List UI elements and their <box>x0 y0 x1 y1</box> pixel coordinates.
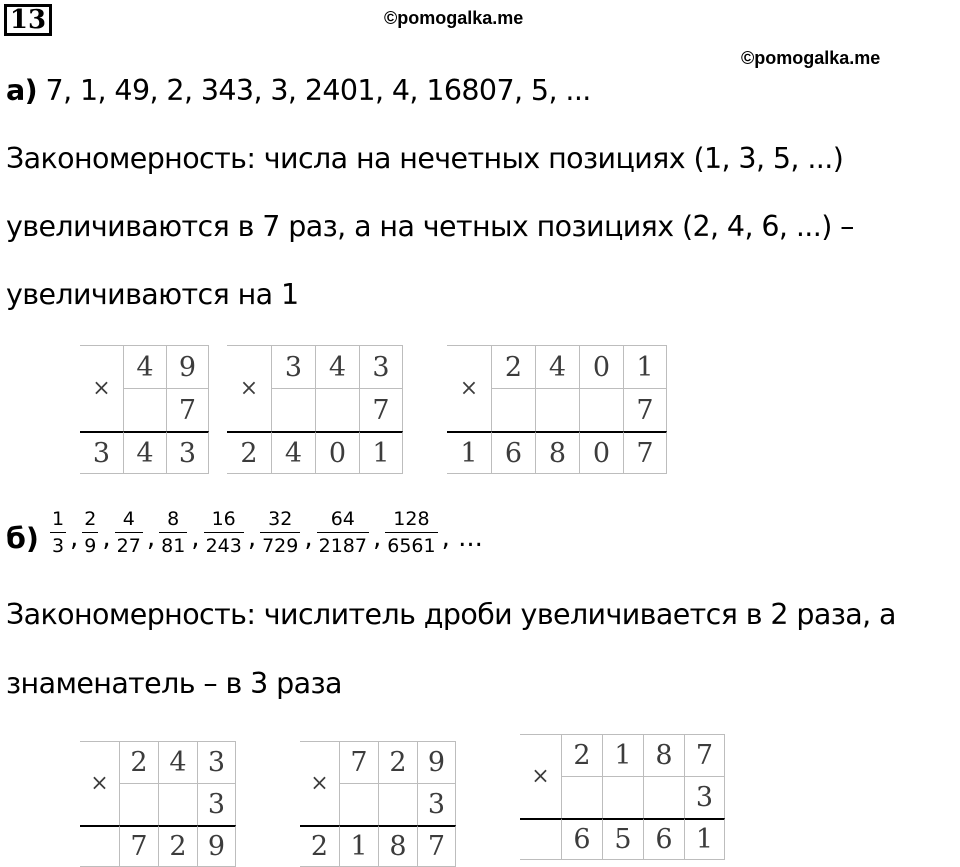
multiplier-cell <box>535 388 579 431</box>
part-a-sequence: 7, 1, 49, 2, 343, 3, 2401, 4, 16807, 5, ... <box>45 74 591 107</box>
result-cell: 0 <box>315 431 359 474</box>
multiplier-cell <box>123 388 166 431</box>
multiplication-49x7 <box>80 345 209 474</box>
digit-cell: 3 <box>359 345 403 388</box>
digit-cell: 7 <box>339 741 378 783</box>
multiplier-cell <box>378 783 417 825</box>
fraction-numerator: 4 <box>122 508 135 530</box>
part-a-rule-line-2: увеличиваются в 7 раз, а на четных позициях (2, 4, 6, ...) – <box>6 210 854 243</box>
result-cell: 6 <box>491 431 535 474</box>
fraction <box>50 508 66 557</box>
fraction-numerator: 8 <box>167 508 180 530</box>
multiplier-cell <box>315 388 359 431</box>
multiply-sign: × <box>227 345 271 431</box>
fraction-numerator: 2 <box>84 508 97 530</box>
result-cell: 4 <box>123 431 166 474</box>
digit-cell: 8 <box>643 734 684 776</box>
fraction-numerator: 128 <box>393 508 430 530</box>
result-cell: 1 <box>684 818 725 860</box>
result-cell: 6 <box>643 818 684 860</box>
multiplier-cell: 7 <box>623 388 667 431</box>
multiplication-243x3 <box>80 741 236 867</box>
result-cell: 1 <box>447 431 491 474</box>
fraction-numerator: 1 <box>51 508 65 530</box>
result-cell: 6 <box>561 818 602 860</box>
fraction <box>82 508 98 557</box>
multiplication-2401x7 <box>447 345 667 474</box>
fraction-denominator: 6561 <box>385 532 437 557</box>
multiplication-2187x3 <box>520 734 725 860</box>
fraction-separator: , <box>304 523 313 553</box>
multiplier-cell <box>339 783 378 825</box>
digit-cell: 1 <box>602 734 643 776</box>
multiplication-343x7 <box>227 345 403 474</box>
fraction-separator: , <box>247 523 257 553</box>
result-cell: 2 <box>227 431 271 474</box>
multiply-sign: × <box>80 345 123 431</box>
fraction-denominator: 3 <box>50 532 66 557</box>
result-cell: 8 <box>535 431 579 474</box>
result-cell: 1 <box>359 431 403 474</box>
fraction-numerator: 64 <box>330 508 355 530</box>
fraction-numerator: 16 <box>211 508 236 530</box>
part-b-rule-line-1: Закономерность: числитель дроби увеличивается в 2 раза, а <box>6 598 896 631</box>
digit-cell: 4 <box>123 345 166 388</box>
result-cell <box>520 818 561 860</box>
result-cell: 7 <box>623 431 667 474</box>
fraction <box>204 508 244 557</box>
multiplier-cell <box>602 776 643 818</box>
multiply-sign: × <box>80 741 119 825</box>
result-cell: 7 <box>119 825 158 867</box>
result-cell: 3 <box>80 431 123 474</box>
multiplier-cell <box>271 388 315 431</box>
result-cell: 7 <box>417 825 456 867</box>
digit-cell: 4 <box>158 741 197 783</box>
part-b-label: б) <box>6 522 39 555</box>
digit-cell: 3 <box>197 741 236 783</box>
multiplier-cell <box>119 783 158 825</box>
multiplier-cell <box>561 776 602 818</box>
digit-cell: 2 <box>491 345 535 388</box>
result-cell: 2 <box>158 825 197 867</box>
digit-cell: 9 <box>417 741 456 783</box>
result-cell: 3 <box>166 431 209 474</box>
multiplier-cell <box>491 388 535 431</box>
result-cell: 2 <box>300 825 339 867</box>
part-a-label: а) <box>6 74 38 107</box>
fraction-denominator: 9 <box>82 532 98 557</box>
fraction <box>385 508 437 557</box>
multiply-sign: × <box>520 734 561 818</box>
multiply-sign: × <box>447 345 491 431</box>
multiplier-cell <box>158 783 197 825</box>
multiplier-cell: 7 <box>359 388 403 431</box>
watermark-top: ©pomogalka.me <box>384 8 524 28</box>
fraction <box>115 508 143 557</box>
multiplier-cell <box>579 388 623 431</box>
digit-cell: 4 <box>315 345 359 388</box>
part-a-sequence-line <box>6 74 591 107</box>
fraction-separator: , <box>102 523 111 553</box>
fraction-separator: , <box>372 523 382 553</box>
part-b-sequence-line <box>6 508 484 557</box>
digit-cell: 9 <box>166 345 209 388</box>
result-cell: 9 <box>197 825 236 867</box>
digit-cell: 2 <box>119 741 158 783</box>
part-a-rule-line-1: Закономерность: числа на нечетных позициях (1, 3, 5, ...) <box>6 142 844 175</box>
fraction-denominator: 81 <box>159 532 187 557</box>
result-cell: 1 <box>339 825 378 867</box>
fraction-separator: , <box>191 523 200 553</box>
fraction-denominator: 27 <box>115 532 143 557</box>
fraction <box>159 508 187 557</box>
digit-cell: 3 <box>271 345 315 388</box>
digit-cell: 2 <box>561 734 602 776</box>
fraction-numerator: 32 <box>268 508 293 530</box>
part-b-ellipsis: , ... <box>441 523 483 553</box>
multiplier-cell: 3 <box>417 783 456 825</box>
multiplier-cell <box>643 776 684 818</box>
digit-cell: 4 <box>535 345 579 388</box>
fraction <box>260 508 300 557</box>
digit-cell: 1 <box>623 345 667 388</box>
result-cell: 8 <box>378 825 417 867</box>
multiplier-cell: 3 <box>684 776 725 818</box>
result-cell <box>80 825 119 867</box>
multiplier-cell: 7 <box>166 388 209 431</box>
digit-cell: 0 <box>579 345 623 388</box>
result-cell: 4 <box>271 431 315 474</box>
part-b-rule-line-2: знаменатель – в 3 раза <box>6 667 342 700</box>
fraction-denominator: 2187 <box>317 532 369 557</box>
fraction <box>317 508 369 557</box>
multiply-sign: × <box>300 741 339 825</box>
fraction-denominator: 243 <box>204 532 244 557</box>
digit-cell: 2 <box>378 741 417 783</box>
digit-cell: 7 <box>684 734 725 776</box>
part-a-rule-line-3: увеличиваются на 1 <box>6 278 299 311</box>
fraction-separator: , <box>70 523 79 553</box>
fraction-separator: , <box>146 523 156 553</box>
result-cell: 5 <box>602 818 643 860</box>
multiplication-729x3 <box>300 741 456 867</box>
fraction-sequence <box>47 508 441 557</box>
task-number: 13 <box>4 4 52 36</box>
fraction-denominator: 729 <box>260 532 300 557</box>
watermark-right: ©pomogalka.me <box>741 48 881 68</box>
result-cell: 0 <box>579 431 623 474</box>
multiplier-cell: 3 <box>197 783 236 825</box>
